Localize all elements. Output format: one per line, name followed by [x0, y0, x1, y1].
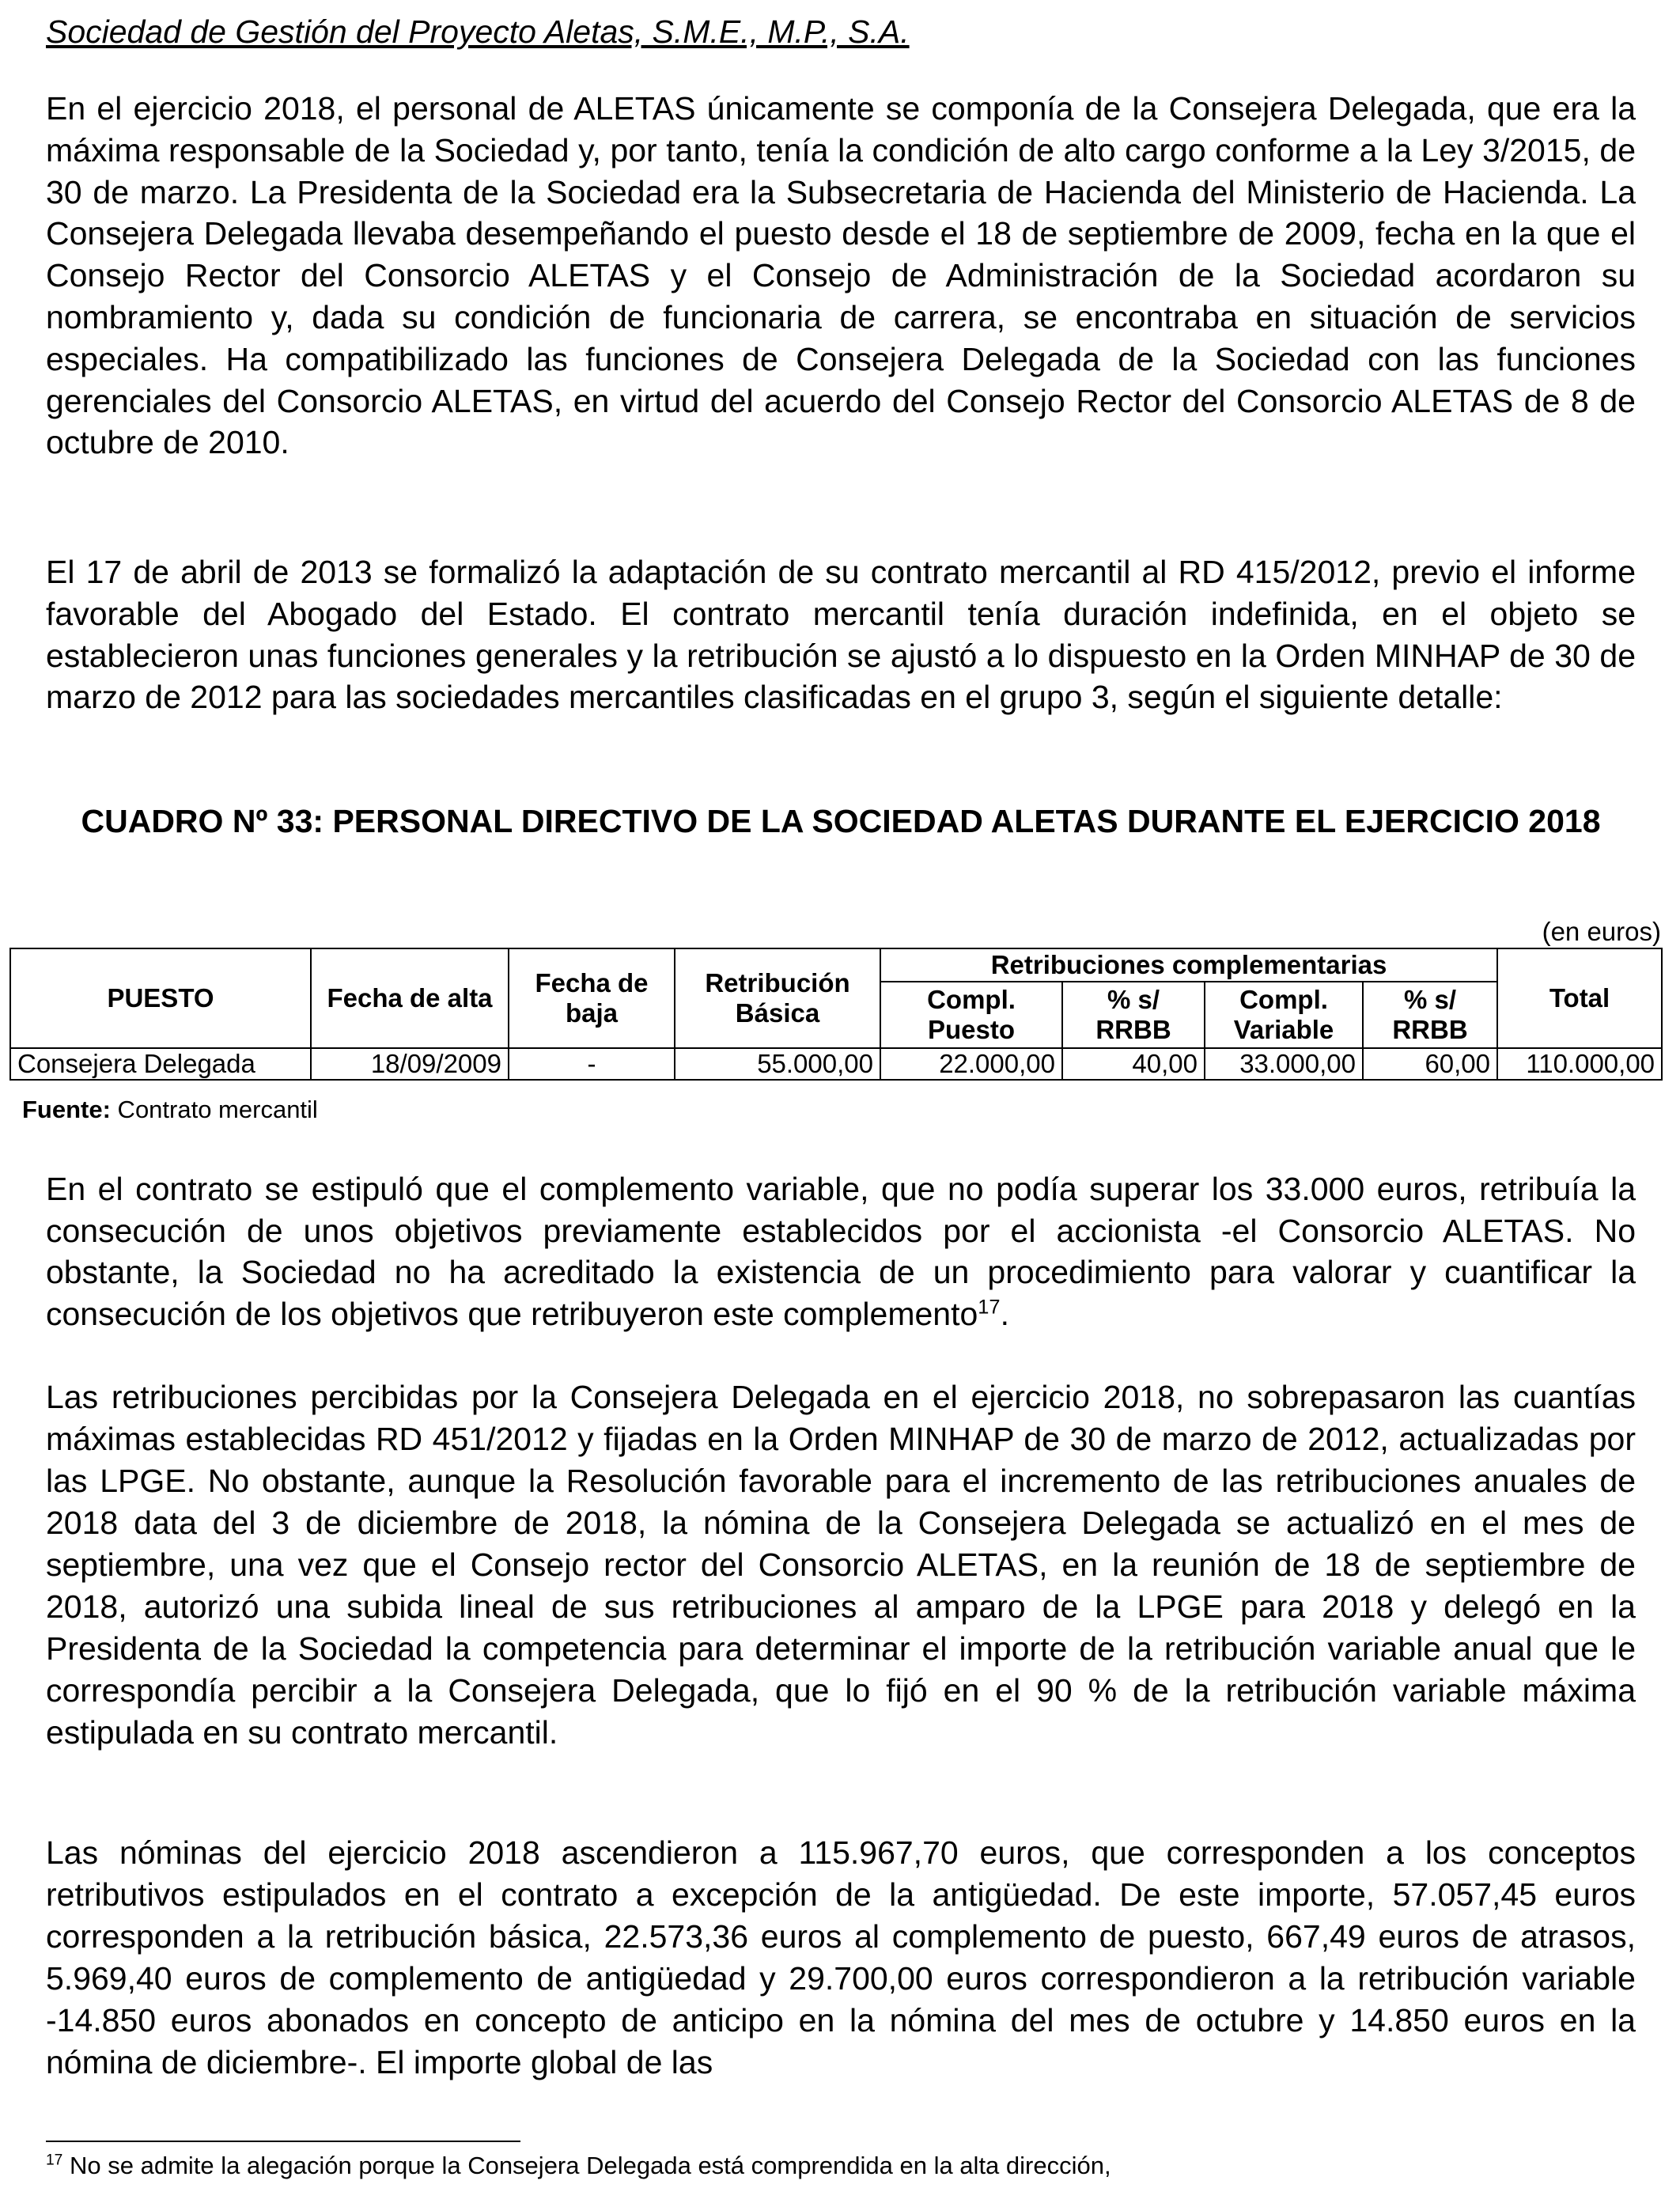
footnote-text: No se admite la alegación porque la Consejera Delegada está comprendida en la alta dirección,	[62, 2152, 1111, 2179]
cell-fecha-alta: 18/09/2009	[311, 1048, 509, 1080]
footnote-number: 17	[46, 2152, 63, 2169]
header-pct-rrbb-2: % s/ RRBB	[1363, 982, 1497, 1048]
cell-total: 110.000,00	[1497, 1048, 1662, 1080]
cell-retribucion-basica: 55.000,00	[675, 1048, 880, 1080]
source-text: Contrato mercantil	[110, 1096, 318, 1123]
cell-pct-rrbb-2: 60,00	[1363, 1048, 1497, 1080]
paragraph-retribuciones-percibidas: Las retribuciones percibidas por la Consejera Delegada en el ejercicio 2018, no sobrepasaron las cuantías máximas establecidas RD 451/2012 y fijadas en la Orden MINHAP de 30 de marzo de 2012, actualizadas por las LPGE. No obstante, aunque la Resolución favorable para el incremento de las retribuciones anuales de 2018 data del 3 de diciembre de 2018, la nómina de la Consejera Delegada se actualizó en el mes de septiembre, una vez que el Consejo rector del Consorcio ALETAS, en la reunión de 18 de septiembre de 2018, autorizó una subida lineal de sus retribuciones al amparo de la LPGE para 2018 y delegó en la Presidenta de la Sociedad la competencia para determinar el importe de la retribución variable anual que le correspondía percibir a la Consejera Delegada, que lo fijó en el 90 % de la retribución variable máxima estipulada en su contrato mercantil.	[46, 1379, 1636, 1751]
footnote	[46, 2150, 1636, 2182]
table-source	[22, 1095, 318, 1125]
header-retribuciones-complementarias: Retribuciones complementarias	[880, 948, 1497, 982]
header-compl-puesto: Compl. Puesto	[880, 982, 1062, 1048]
header-fecha-alta: Fecha de alta	[311, 948, 509, 1048]
footnote-reference[interactable]: 17	[978, 1295, 1001, 1318]
header-retribucion-basica: Retribución Básica	[675, 948, 880, 1048]
header-puesto: PUESTO	[10, 948, 311, 1048]
table-row	[10, 1048, 1662, 1080]
table-caption: CUADRO Nº 33: PERSONAL DIRECTIVO DE LA SOCIEDAD ALETAS DURANTE EL EJERCICIO 2018	[81, 803, 1601, 839]
header-pct-rrbb-1: % s/ RRBB	[1062, 982, 1205, 1048]
cell-puesto: Consejera Delegada	[10, 1048, 311, 1080]
header-compl-variable: Compl. Variable	[1205, 982, 1363, 1048]
paragraph-complemento-variable	[46, 1168, 1636, 1334]
paragraph-end-mark: .	[1000, 1295, 1009, 1332]
paragraph-nominas: Las nóminas del ejercicio 2018 ascendieron a 115.967,70 euros, que corresponden a los conceptos retributivos estipulados en el contrato a excepción de la antigüedad. De este importe, 57.057,45 euros corresponden a la retribución básica, 22.573,36 euros al complemento de puesto, 667,49 euros de atrasos, 5.969,40 euros de complemento de antigüedad y 29.700,00 euros correspondieron a la retribución variable -14.850 euros abonados en concepto de anticipo en la nómina del mes de octubre y 14.850 euros en la nómina de diciembre-. El importe global de las	[46, 1834, 1636, 2080]
paragraph-complemento-variable-text: En el contrato se estipuló que el complemento variable, que no podía superar los 33.000 euros, retribuía la consecución de unos objetivos previamente establecidos por el accionista -el Consorcio ALETAS. No obstante, la Sociedad no ha acreditado la existencia de un procedimiento para valorar y cuantificar la consecución de los objetivos que retribuyeron este complemento	[46, 1171, 1636, 1332]
cell-pct-rrbb-1: 40,00	[1062, 1048, 1205, 1080]
paragraph-contrato: El 17 de abril de 2013 se formalizó la adaptación de su contrato mercantil al RD 415/2012, previo el informe favorable del Abogado del Estado. El contrato mercantil tenía duración indefinida, en el objeto se establecieron unas funciones generales y la retribución se ajustó a lo dispuesto en la Orden MINHAP de 30 de marzo de 2012 para las sociedades mercantiles clasificadas en el grupo 3, según el siguiente detalle:	[46, 554, 1636, 716]
cell-compl-puesto: 22.000,00	[880, 1048, 1062, 1080]
paragraph-personal: En el ejercicio 2018, el personal de ALETAS únicamente se componía de la Consejera Delegada, que era la máxima responsable de la Sociedad y, por tanto, tenía la condición de alto cargo conforme a la Ley 3/2015, de 30 de marzo. La Presidenta de la Sociedad era la Subsecretaria de Hacienda del Ministerio de Hacienda. La Consejera Delegada llevaba desempeñando el puesto desde el 18 de septiembre de 2009, fecha en la que el Consejo Rector del Consorcio ALETAS y el Consejo de Administración de la Sociedad acordaron su nombramiento y, dada su condición de funcionaria de carrera, se encontraba en situación de servicios especiales. Ha compatibilizado las funciones de Consejera Delegada de la Sociedad con las funciones gerenciales del Consorcio ALETAS, en virtud del acuerdo del Consejo Rector del Consorcio ALETAS de 8 de octubre de 2010.	[46, 90, 1636, 461]
cell-compl-variable: 33.000,00	[1205, 1048, 1363, 1080]
header-total: Total	[1497, 948, 1662, 1048]
document-header: Sociedad de Gestión del Proyecto Aletas, S.M.E., M.P., S.A.	[46, 13, 910, 50]
table-units: (en euros)	[1542, 917, 1661, 946]
cell-fecha-baja: -	[509, 1048, 675, 1080]
footnote-divider	[46, 2141, 520, 2142]
personal-directivo-table	[9, 948, 1663, 1081]
source-label: Fuente:	[22, 1096, 111, 1123]
header-fecha-baja: Fecha de baja	[509, 948, 675, 1048]
